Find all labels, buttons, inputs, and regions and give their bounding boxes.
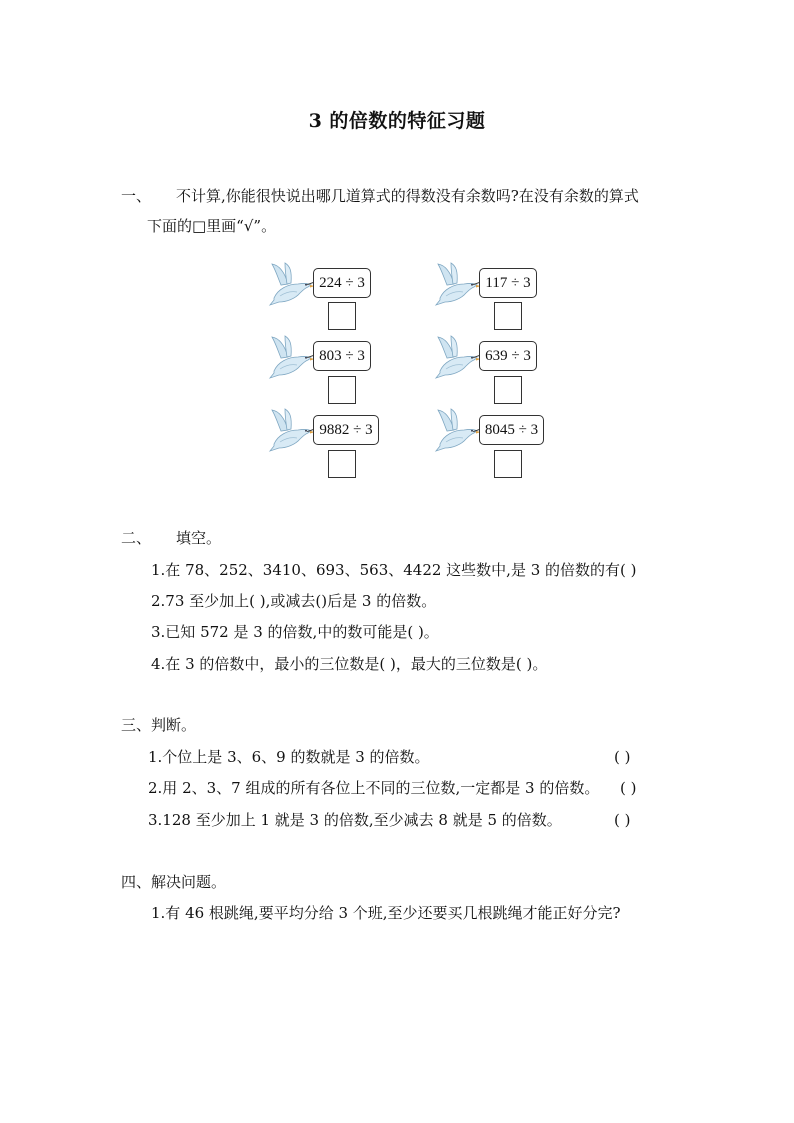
answer-checkbox[interactable]: [328, 302, 356, 330]
page-title: 3 的倍数的特征习题: [308, 110, 486, 132]
answer-checkbox[interactable]: [494, 302, 522, 330]
judgment-item: 1.个位上是 3、6、9 的数就是 3 的倍数。: [148, 748, 430, 766]
expression-bubble: 8045 ÷ 3: [479, 415, 544, 445]
judgment-item: 3.128 至少加上 1 就是 3 的倍数,至少减去 8 就是 5 的倍数。: [148, 811, 562, 829]
section-4-heading: 四、解决问题。: [121, 873, 227, 891]
section-1-number: 一、: [121, 187, 152, 205]
expression-bubble: 224 ÷ 3: [313, 268, 371, 298]
judgment-answer[interactable]: ( ): [620, 779, 637, 797]
problem-item: 1.有 46 根跳绳,要平均分给 3 个班,至少还要买几根跳绳才能正好分完?: [151, 904, 621, 922]
fill-in-item: 1.在 78、252、3410、693、563、4422 这些数中,是 3 的倍数的有( ): [151, 561, 637, 579]
section-2-heading: 填空。: [176, 529, 222, 547]
judgment-answer[interactable]: ( ): [614, 811, 631, 829]
answer-checkbox[interactable]: [328, 376, 356, 404]
expression-bubble: 639 ÷ 3: [479, 341, 537, 371]
section-1-heading: 不计算,你能很快说出哪几道算式的得数没有余数吗?在没有余数的算式: [176, 187, 639, 205]
expression-bubble: 803 ÷ 3: [313, 341, 371, 371]
fill-in-item: 4.在 3 的倍数中，最小的三位数是( )，最大的三位数是( )。: [151, 655, 548, 673]
answer-checkbox[interactable]: [494, 376, 522, 404]
section-3-heading: 三、判断。: [121, 716, 197, 734]
fill-in-item: 2.73 至少加上( ),或减去()后是 3 的倍数。: [151, 592, 437, 610]
expression-bubble: 117 ÷ 3: [479, 268, 537, 298]
answer-checkbox[interactable]: [494, 450, 522, 478]
answer-checkbox[interactable]: [328, 450, 356, 478]
section-2-number: 二、: [121, 529, 152, 547]
section-1-heading-cont: 下面的□里画“√”。: [147, 217, 277, 235]
judgment-answer[interactable]: ( ): [614, 748, 631, 766]
judgment-item: 2.用 2、3、7 组成的所有各位上不同的三位数,一定都是 3 的倍数。: [148, 779, 600, 797]
fill-in-item: 3.已知 572 是 3 的倍数,中的数可能是( )。: [151, 623, 439, 641]
expression-bubble: 9882 ÷ 3: [313, 415, 379, 445]
